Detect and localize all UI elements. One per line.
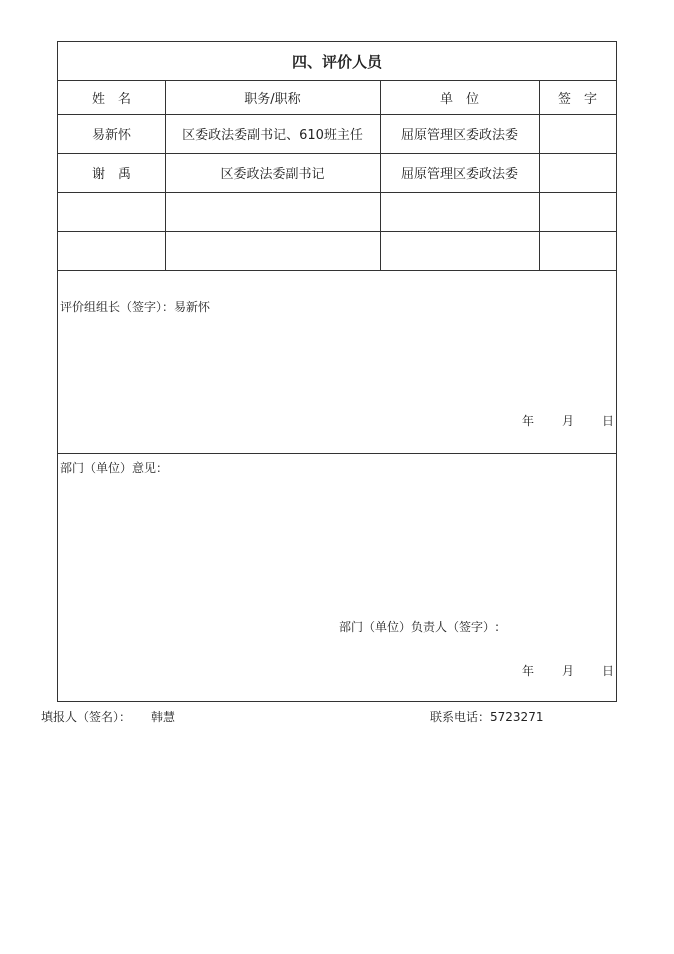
row-divider [58,192,616,193]
row-1-unit: 屈原管理区委政法委 [400,128,518,143]
row-2-signature[interactable] [539,153,616,192]
evaluation-form [57,41,617,702]
row-2-unit: 屈原管理区委政法委 [400,167,518,182]
phone-label: 联系电话： [430,710,491,724]
row-3-name[interactable] [58,192,165,231]
row-3-signature[interactable] [539,192,616,231]
row-2-name: 谢 禹 [91,167,131,182]
row-divider [58,153,616,154]
department-date [522,662,614,679]
leader-date-day: 日 [601,414,614,428]
row-3-position[interactable] [165,192,380,231]
row-1-position: 区委政法委副书记、610班主任 [182,128,363,143]
department-date-month: 月 [561,664,574,678]
leader-date [522,412,614,429]
column-divider [165,81,166,270]
section-divider [58,453,616,454]
row-4-unit[interactable] [380,231,539,270]
leader-date-year: 年 [521,414,534,428]
row-1-name: 易新怀 [91,128,131,143]
department-date-day: 日 [601,664,614,678]
filler-name: 韩慧 [151,710,176,724]
row-divider [58,231,616,232]
column-divider [539,81,540,270]
row-divider [58,114,616,115]
header-unit: 单 位 [439,92,479,107]
header-position: 职务/职称 [244,92,301,107]
department-opinion-label: 部门（单位）意见： [60,461,169,475]
row-4-position[interactable] [165,231,380,270]
column-divider [380,81,381,270]
department-date-year: 年 [521,664,534,678]
row-4-name[interactable] [58,231,165,270]
header-name: 姓 名 [91,92,131,107]
row-2-position: 区委政法委副书记 [220,167,325,182]
row-4-signature[interactable] [539,231,616,270]
table-bottom-divider [58,270,616,271]
row-1-signature[interactable] [539,114,616,153]
leader-date-month: 月 [561,414,574,428]
phone-number: 5723271 [490,710,544,724]
filler-info [41,708,175,725]
header-signature: 签 字 [557,92,597,107]
contact-info [430,708,543,725]
filler-label: 填报人（签名）： [41,710,132,724]
section-title: 四、评价人员 [58,42,616,81]
row-3-unit[interactable] [380,192,539,231]
department-responsible-label: 部门（单位）负责人（签字）: [339,620,500,634]
leader-signature-label: 评价组组长（签字）：易新怀 [60,300,211,314]
